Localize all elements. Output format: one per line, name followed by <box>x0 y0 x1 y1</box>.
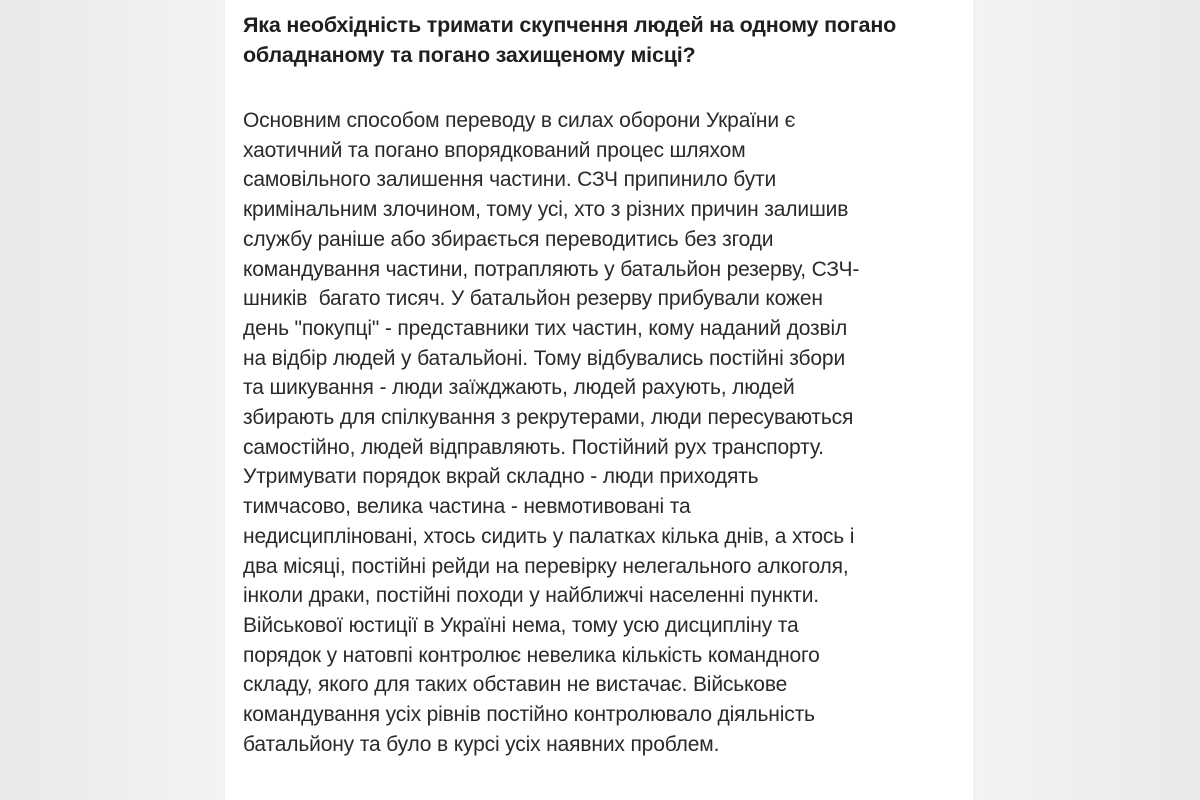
body-line: самовільного залишення частини. СЗЧ припинило бути <box>243 168 777 192</box>
article-body <box>243 106 955 759</box>
body-line: самостійно, людей відправляють. Постійний рух транспорту. <box>243 435 824 459</box>
body-line: Утримувати порядок вкрай складно - люди приходять <box>243 465 759 489</box>
heading-line: обладнаному та погано захищеному місці? <box>243 43 696 67</box>
body-line: хаотичний та погано впорядкований процес шляхом <box>243 138 746 162</box>
body-line: батальйону та було в курсі усіх наявних проблем. <box>243 732 720 756</box>
body-line: та шикування - люди заїжджають, людей рахують, людей <box>243 376 795 400</box>
paragraph-spacer <box>243 70 955 106</box>
body-line: два місяці, постійні рейди на перевірку нелегального алкоголя, <box>243 554 849 578</box>
heading-line: Яка необхідність тримати скупчення людей на одному погано <box>243 13 897 37</box>
body-line: Основним способом переводу в силах оборони України є <box>243 109 796 132</box>
body-line: на відбір людей у батальйоні. Тому відбувались постійні збори <box>243 346 846 370</box>
body-line: шників багато тисяч. У батальйон резерву прибували кожен <box>243 287 823 311</box>
body-line: інколи драки, постійні походи у найближчі населенні пункти. <box>243 584 819 608</box>
body-line: Військової юстиції в Україні нема, тому усю дисципліну та <box>243 613 799 637</box>
body-line: тимчасово, велика частина - невмотивовані та <box>243 495 691 519</box>
body-line: збирають для спілкування з рекрутерами, люди пересуваються <box>243 406 854 430</box>
article-card <box>225 0 973 800</box>
body-line: порядок у натовпі контролює невелика кількість командного <box>243 643 820 667</box>
body-line: службу раніше або збирається переводитись без згоди <box>243 227 774 251</box>
body-line: недисципліновані, хтось сидить у палатках кілька днів, а хтось і <box>243 524 855 548</box>
body-line: командування частини, потрапляють у батальйон резерву, СЗЧ- <box>243 257 860 281</box>
body-line: командування усіх рівнів постійно контролювало діяльність <box>243 703 815 727</box>
body-line: кримінальним злочином, тому усі, хто з різних причин залишив <box>243 198 849 222</box>
body-line: складу, якого для таких обставин не вистачає. Військове <box>243 673 788 697</box>
article-heading <box>243 10 955 70</box>
body-line: день "покупці" - представники тих частин, кому наданий дозвіл <box>243 316 848 340</box>
